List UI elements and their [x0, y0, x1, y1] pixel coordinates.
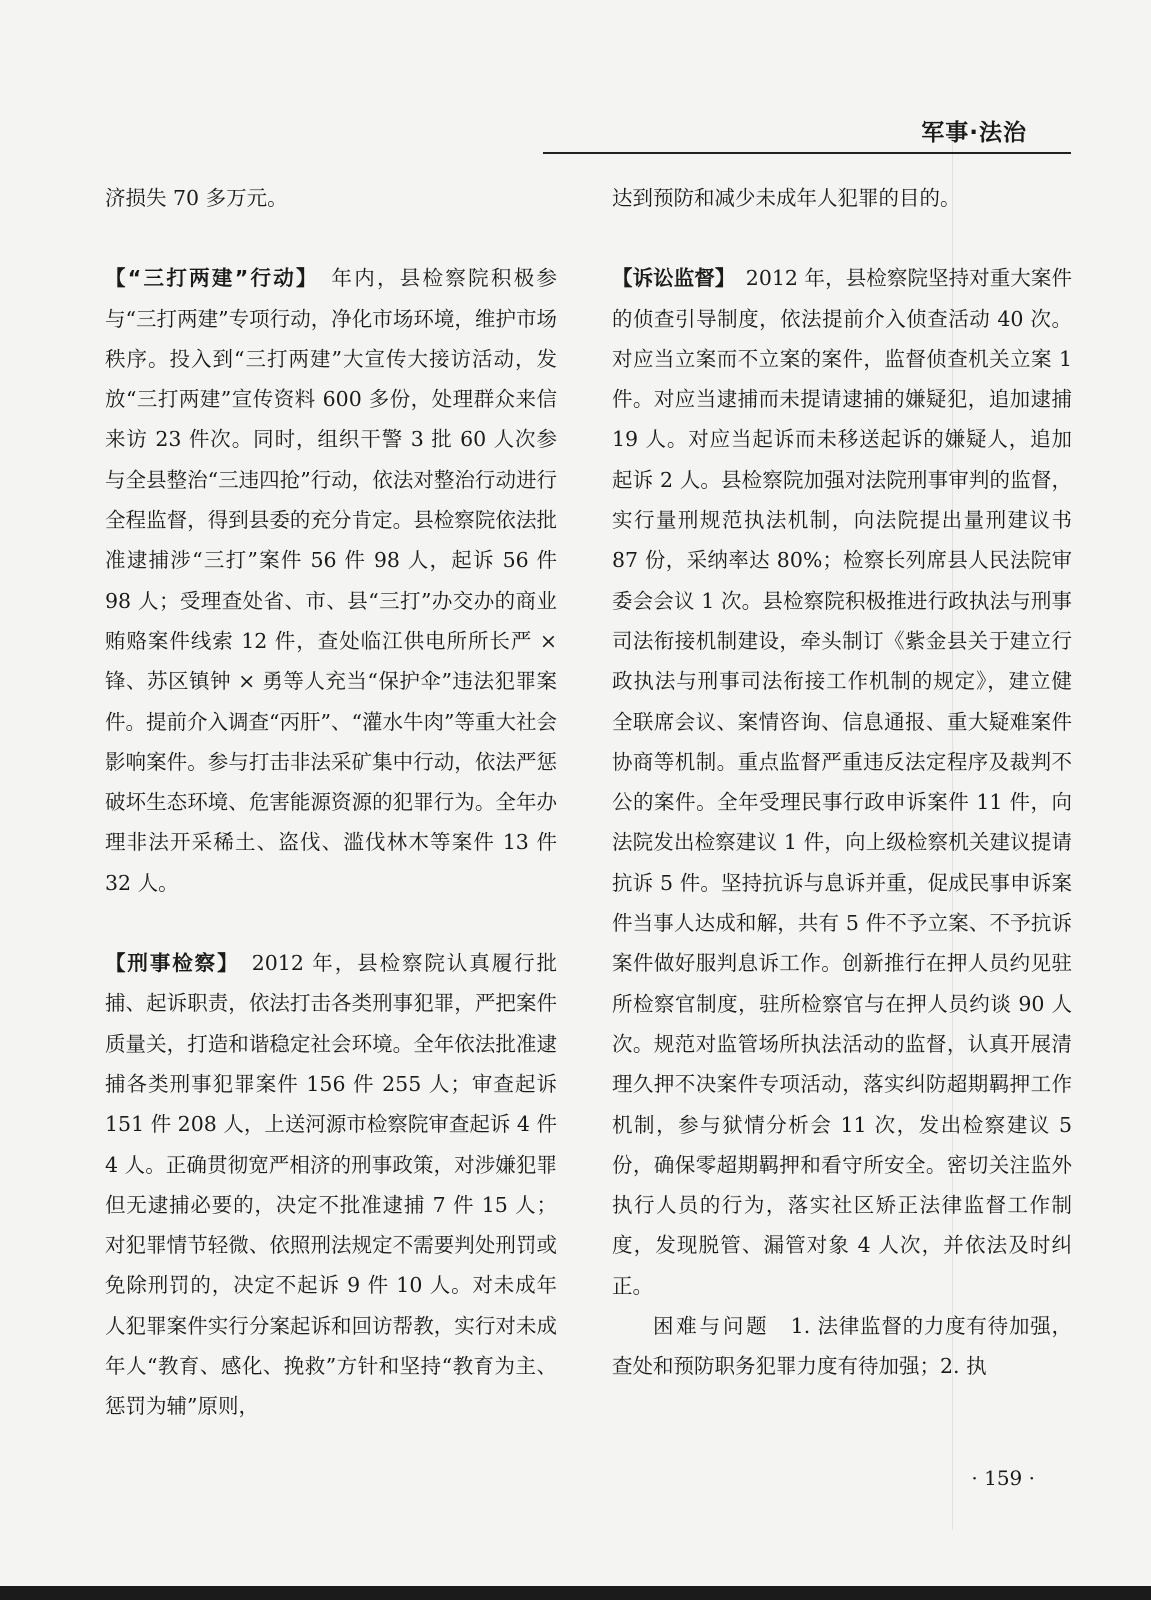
paragraph-continuation: 达到预防和减少未成年人犯罪的目的。	[612, 186, 961, 210]
paragraph-heading: 【诉讼监督】	[612, 266, 726, 291]
paragraph-criminal-prosecution	[105, 943, 557, 1427]
right-column	[612, 178, 1072, 1387]
section-header: 军事·法治	[921, 120, 1027, 146]
paragraph-heading: 困难与问题	[653, 1314, 770, 1339]
paragraph-litigation-supervision	[612, 258, 1072, 1306]
paragraph-body: 2012 年，县检察院坚持对重大案件的侦查引导制度，依法提前介入侦查活动 40 次。对应当立案而不立案的案件，监督侦查机关立案 1 件。对应当逮捕而未提请逮捕的嫌疑犯，追加逮捕 19 人。对应当起诉而未移送起诉的嫌疑人，追加起诉 2 人。县检察院加强对法院刑事审判的监督，实行量刑规范执法机制，向法院提出量刑建议书 87 份，采纳率达 80%；检察长列席县人民法院审委会会议 1 次。县检察院积极推进行政执法与刑事司法衔接机制建设，牵头制订《紫金县关于建立行政执法与刑事司法衔接工作机制的规定》，建立健全联席会议、案情咨询、信息通报、重大疑难案件协商等机制。重点监督严重违反法定程序及裁判不公的案件。全年受理民事行政申诉案件 11 件，向法院发出检察建议 1 件，向上级检察机关建议提请抗诉 5 件。坚持抗诉与息诉并重，促成民事申诉案件当事人达成和解，共有 5 件不予立案、不予抗诉案件做好服判息诉工作。创新推行在押人员约见驻所检察官制度，驻所检察官与在押人员约谈 90 人次。规范对监管场所执法活动的监督，认真开展清理久押不决案件专项活动，落实纠防超期羁押工作机制，参与狱情分析会 11 次，发出检察建议 5 份，确保零超期羁押和看守所安全。密切关注监外执行人员的行为，落实社区矫正法律监督工作制度，发现脱管、漏管对象 4 人次，并依法及时纠正。	[612, 266, 1072, 1298]
header-rule	[543, 152, 1071, 154]
paragraph-continuation: 济损失 70 多万元。	[105, 186, 288, 210]
page-number: · 159 ·	[971, 1466, 1035, 1490]
paragraph-sanda-liangjian	[105, 258, 557, 903]
paragraph-difficulties	[612, 1306, 1072, 1387]
scan-edge	[0, 1586, 1151, 1600]
paragraph-body: 年内，县检察院积极参与“三打两建”专项行动，净化市场环境，维护市场秩序。投入到“三打两建”大宣传大接访活动，发放“三打两建”宣传资料 600 多份，处理群众来信来访 23 件次。同时，组织干警 3 批 60 人次参与全县整治“三违四抢”行动，依法对整治行动进行全程监督，得到县委的充分肯定。县检察院依法批准逮捕涉“三打”案件 56 件 98 人，起诉 56 件 98 人；受理查处省、市、县“三打”办交办的商业贿赂案件线索 12 件，查处临江供电所所长严 × 锋、苏区镇钟 × 勇等人充当“保护伞”违法犯罪案件。提前介入调查“丙肝”、“灌水牛肉”等重大社会影响案件。参与打击非法采矿集中行动，依法严惩破坏生态环境、危害能源资源的犯罪行为。全年办理非法开采稀土、盗伐、滥伐林木等案件 13 件 32 人。	[105, 266, 558, 895]
paragraph-body: 1. 法律监督的力度有待加强，查处和预防职务犯罪力度有待加强；2. 执	[612, 1314, 1073, 1379]
left-column	[105, 178, 557, 1427]
paragraph-heading: 【“三打两建”行动】	[105, 266, 309, 291]
paragraph-body: 2012 年，县检察院认真履行批捕、起诉职责，依法打击各类刑事犯罪，严把案件质量关，打造和谐稳定社会环境。全年依法批准逮捕各类刑事犯罪案件 156 件 255 人；审查起诉 151 件 208 人，上送河源市检察院审查起诉 4 件 4 人。正确贯彻宽严相济的刑事政策，对涉嫌犯罪但无逮捕必要的，决定不批准逮捕 7 件 15 人；对犯罪情节轻微、依照刑法规定不需要判处刑罚或免除刑罚的，决定不起诉 9 件 10 人。对未成年人犯罪案件实行分案起诉和回访帮教，实行对未成年人“教育、感化、挽救”方针和坚持“教育为主、惩罚为辅”原则，	[105, 951, 558, 1419]
paragraph-heading: 【刑事检察】	[105, 951, 230, 976]
